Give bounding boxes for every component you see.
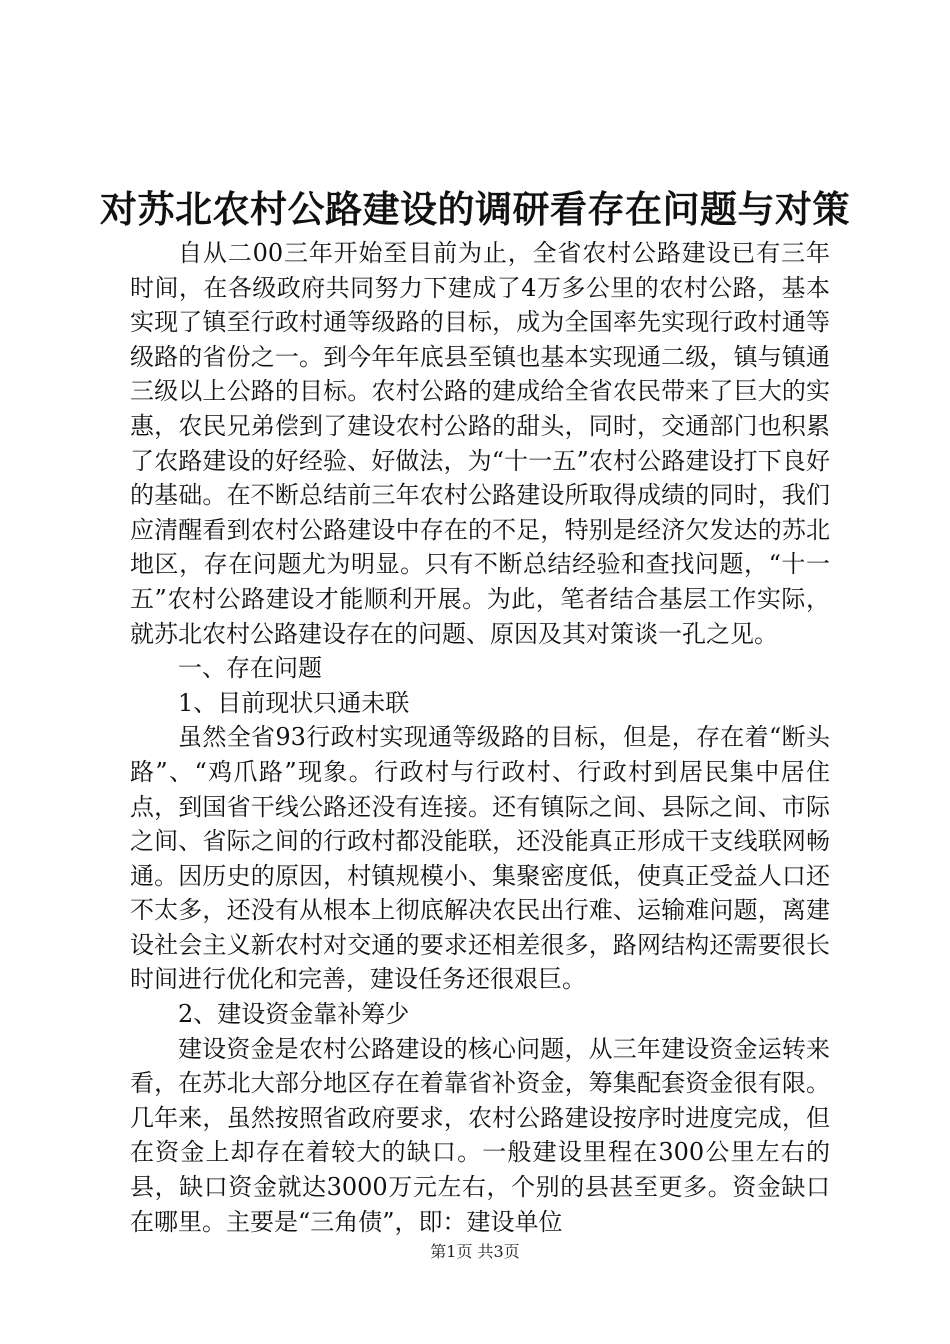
document-title: 对苏北农村公路建设的调研看存在问题与对策	[100, 188, 850, 231]
page-number-footer: 第1页 共3页	[430, 1242, 520, 1261]
item-heading-2: 2、建设资金靠补筹少	[178, 1000, 410, 1029]
item-heading-1: 1、目前现状只通未联	[178, 688, 410, 717]
document-body	[130, 236, 830, 1239]
section-heading-issues: 一、存在问题	[178, 654, 322, 683]
item-paragraph-1: 虽然全省93行政村实现通等级路的目标，但是，存在着“断头路”、“鸡爪路”现象。行政村与行政村、行政村到居民集中居住点，到国省干线公路还没有连接。还有镇际之间、县际之间、市际之间、省际之间的行政村都没能联，还没能真正形成干支线联网畅通。因历史的原因，村镇规模小、集聚密度低，使真正受益人口还不太多，还没有从根本上彻底解决农民出行难、运输难问题，离建设社会主义新农村对交通的要求还相差很多，路网结构还需要很长时间进行优化和完善，建设任务还很艰巨。	[130, 723, 830, 994]
item-paragraph-2: 建设资金是农村公路建设的核心问题，从三年建设资金运转来看，在苏北大部分地区存在着靠省补资金，筹集配套资金很有限。几年来，虽然按照省政府要求，农村公路建设按序时进度完成，但在资金上却存在着较大的缺口。一般建设里程在300公里左右的县，缺口资金就达3000万元左右，个别的县甚至更多。资金缺口在哪里。主要是“三角债”，即：建设单位	[130, 1034, 830, 1236]
intro-paragraph: 自从二00三年开始至目前为止，全省农村公路建设已有三年时间，在各级政府共同努力下建成了4万多公里的农村公路，基本实现了镇至行政村通等级路的目标，成为全国率先实现行政村通等级路的省份之一。到今年年底县至镇也基本实现通二级，镇与镇通三级以上公路的目标。农村公路的建成给全省农民带来了巨大的实惠，农民兄弟偿到了建设农村公路的甜头，同时，交通部门也积累了农路建设的好经验、好做法，为“十一五”农村公路建设打下良好的基础。在不断总结前三年农村公路建设所取得成绩的同时，我们应清醒看到农村公路建设中存在的不足，特别是经济欠发达的苏北地区，存在问题尤为明显。只有不断总结经验和查找问题，“十一五”农村公路建设才能顺利开展。为此，笔者结合基层工作实际，就苏北农村公路建设存在的问题、原因及其对策谈一孔之见。	[130, 239, 830, 648]
